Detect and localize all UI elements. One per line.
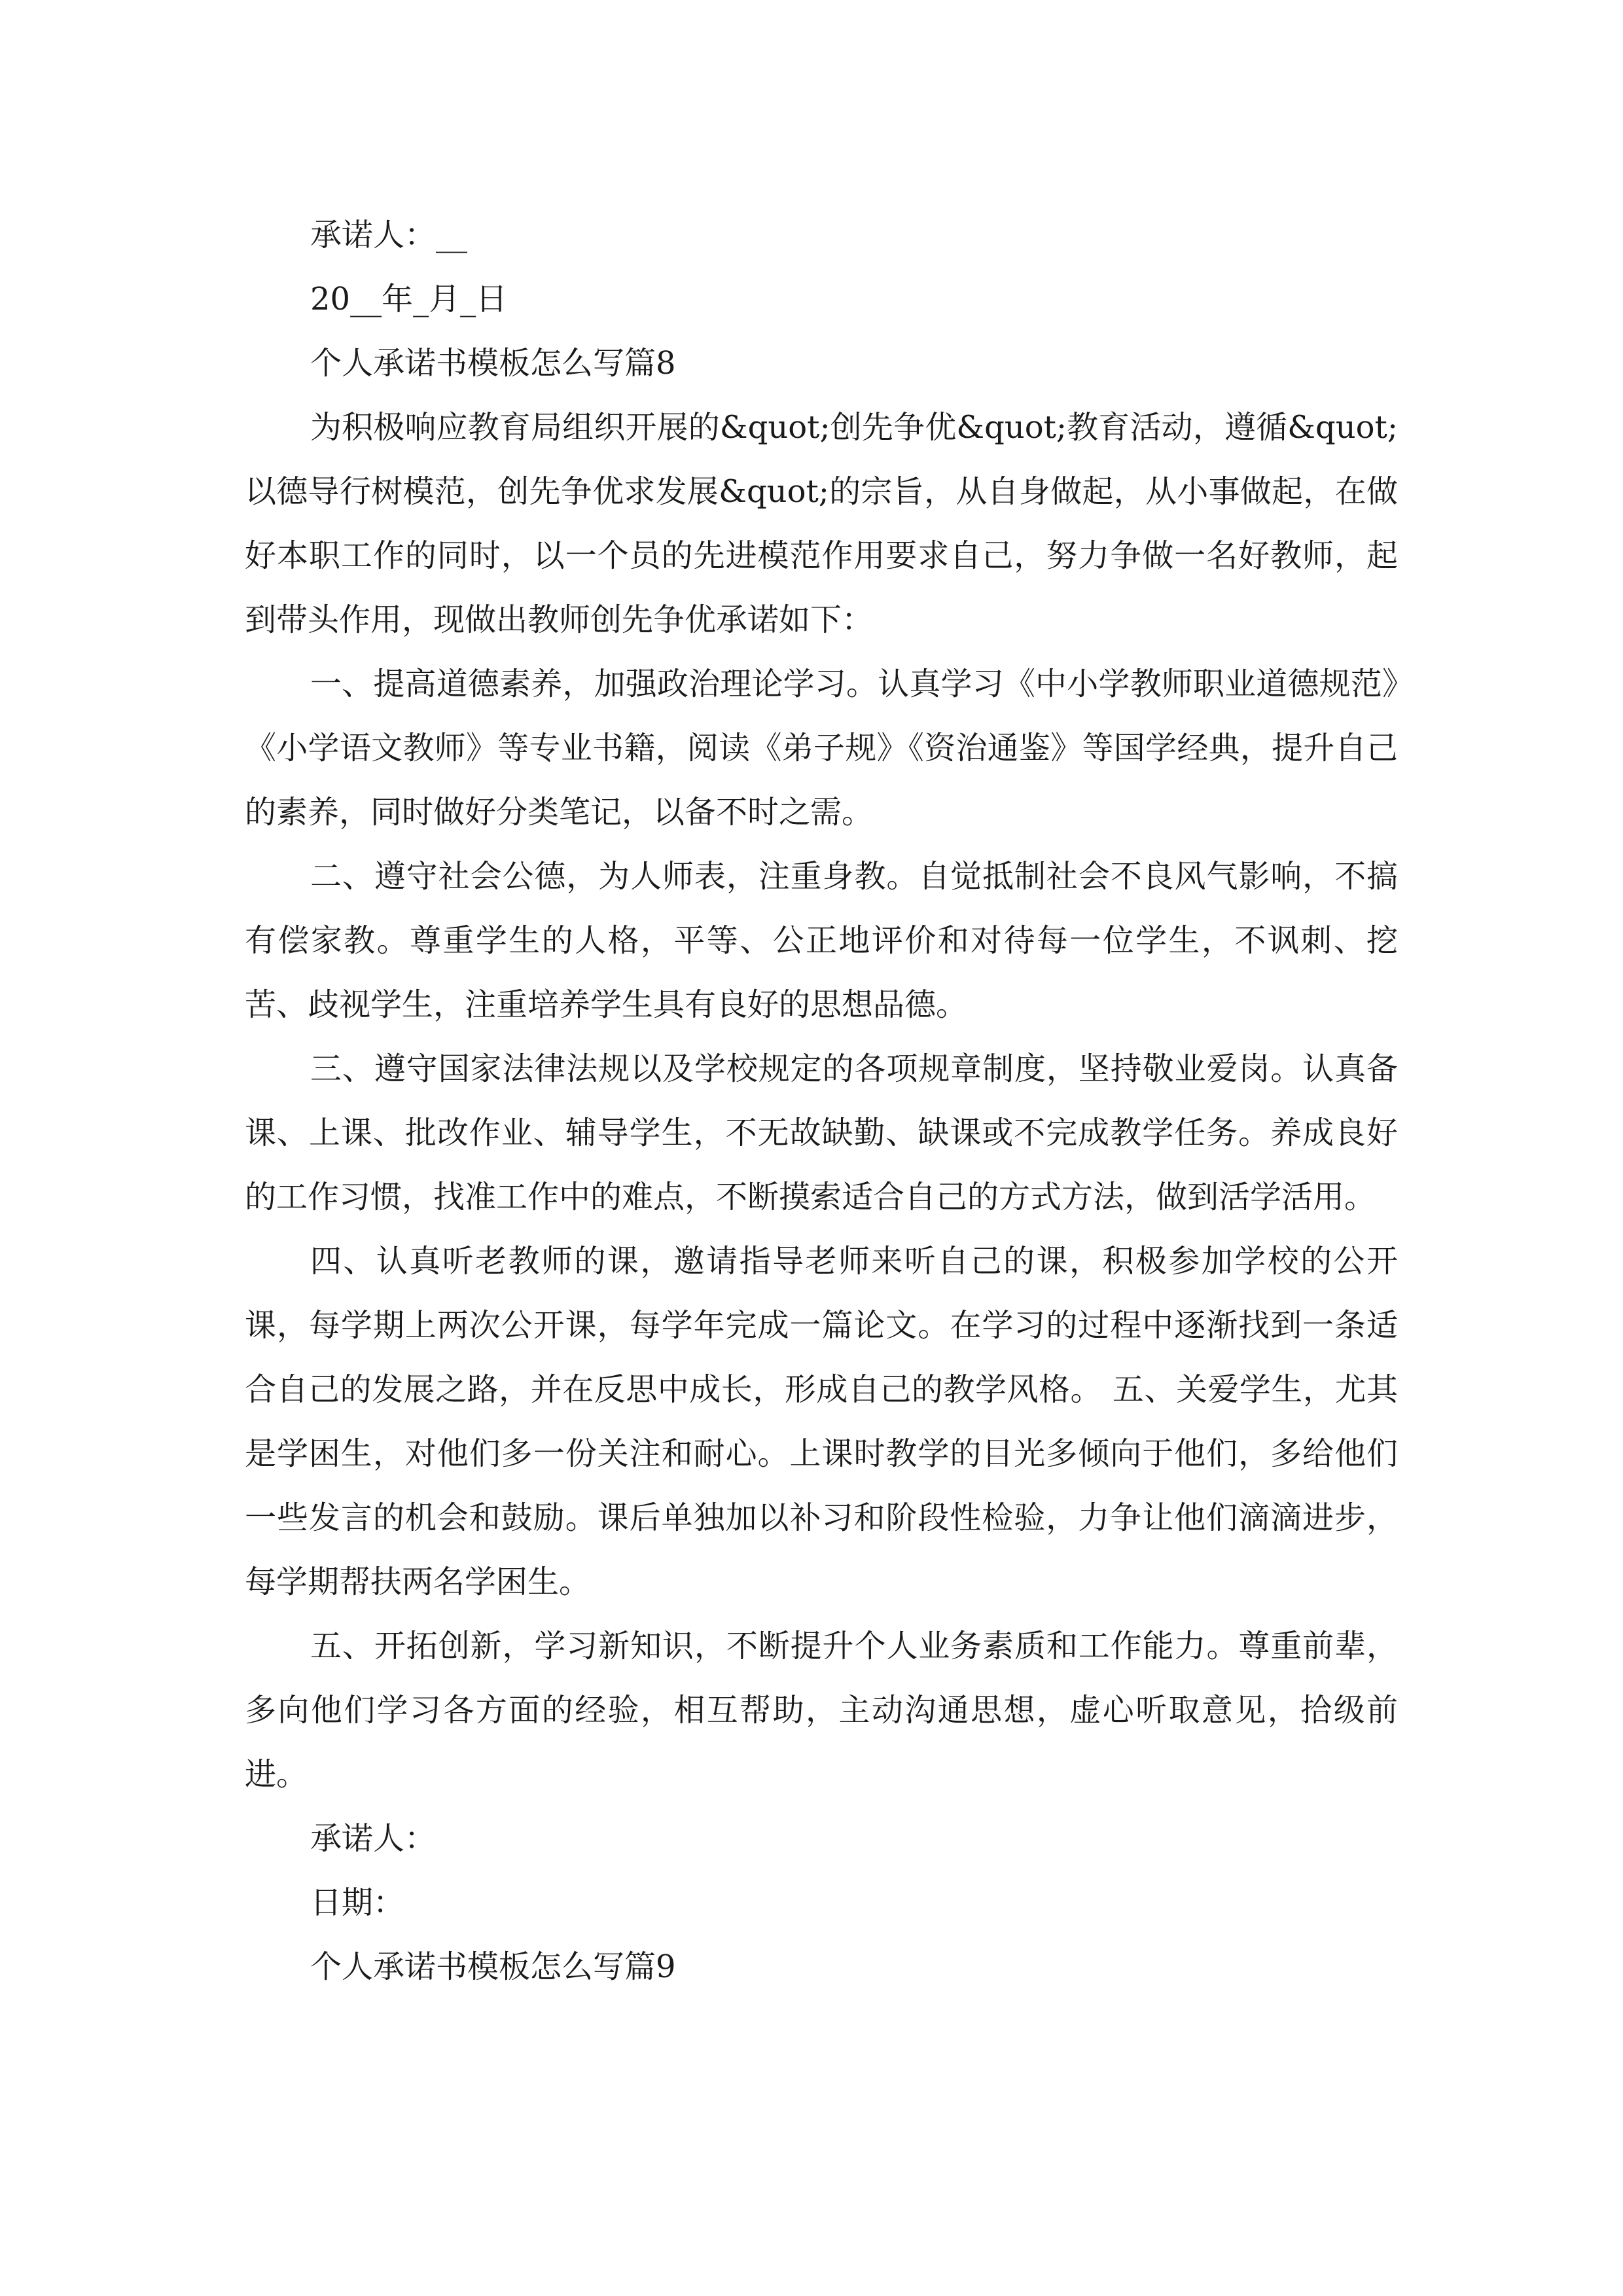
signature-date-line: 20__年_月_日 bbox=[310, 281, 508, 317]
commitment-item-2: 二、遵守社会公德，为人师表，注重身教。自觉抵制社会不良风气影响，不搞有偿家教。尊重学生的人格，平等、公正地评价和对待每一位学生，不讽刺、挖苦、歧视学生，注重培养学生具有良好的思想品德。 bbox=[245, 858, 1398, 1023]
section-8-intro-paragraph: 为积极响应教育局组织开展的&quot;创先争优&quot;教育活动，遵循&quot;以德导行树模范，创先争优求发展&quot;的宗旨，从自身做起，从小事做起，在做好本职工作的同时，以一个员的先进模范作用要求自己，努力争做一名好教师，起到带头作用，现做出教师创先争优承诺如下： bbox=[245, 409, 1398, 638]
section-8-title: 个人承诺书模板怎么写篇8 bbox=[310, 345, 676, 382]
promisor-signature-line: 承诺人：__ bbox=[310, 217, 468, 253]
commitment-item-3: 三、遵守国家法律法规以及学校规定的各项规章制度，坚持敬业爱岗。认真备课、上课、批改作业、辅导学生，不无故缺勤、缺课或不完成教学任务。养成良好的工作习惯，找准工作中的难点，不断摸索适合自己的方式方法，做到活学活用。 bbox=[245, 1050, 1398, 1215]
section-9-title: 个人承诺书模板怎么写篇9 bbox=[310, 1948, 676, 1985]
document-body bbox=[245, 203, 1398, 1999]
section-8-date-label: 日期： bbox=[310, 1884, 405, 1921]
commitment-item-5: 五、开拓创新，学习新知识，不断提升个人业务素质和工作能力。尊重前辈，多向他们学习各方面的经验，相互帮助，主动沟通思想，虚心听取意见，拾级前进。 bbox=[245, 1628, 1398, 1793]
section-8-promisor-label: 承诺人： bbox=[310, 1820, 437, 1857]
commitment-item-4: 四、认真听老教师的课，邀请指导老师来听自己的课，积极参加学校的公开课，每学期上两次公开课，每学年完成一篇论文。在学习的过程中逐渐找到一条适合自己的发展之路，并在反思中成长，形成自己的教学风格。 五、关爱学生，尤其是学困生，对他们多一份关注和耐心。上课时教学的目光多倾向于他们，多给他们一些发言的机会和鼓励。课后单独加以补习和阶段性检验，力争让他们滴滴进步，每学期帮扶两名学困生。 bbox=[245, 1243, 1398, 1600]
commitment-item-1: 一、提高道德素养，加强政治理论学习。认真学习《中小学教师职业道德规范》《小学语文教师》等专业书籍，阅读《弟子规》《资治通鉴》等国学经典，提升自己的素养，同时做好分类笔记，以备不时之需。 bbox=[245, 666, 1398, 831]
